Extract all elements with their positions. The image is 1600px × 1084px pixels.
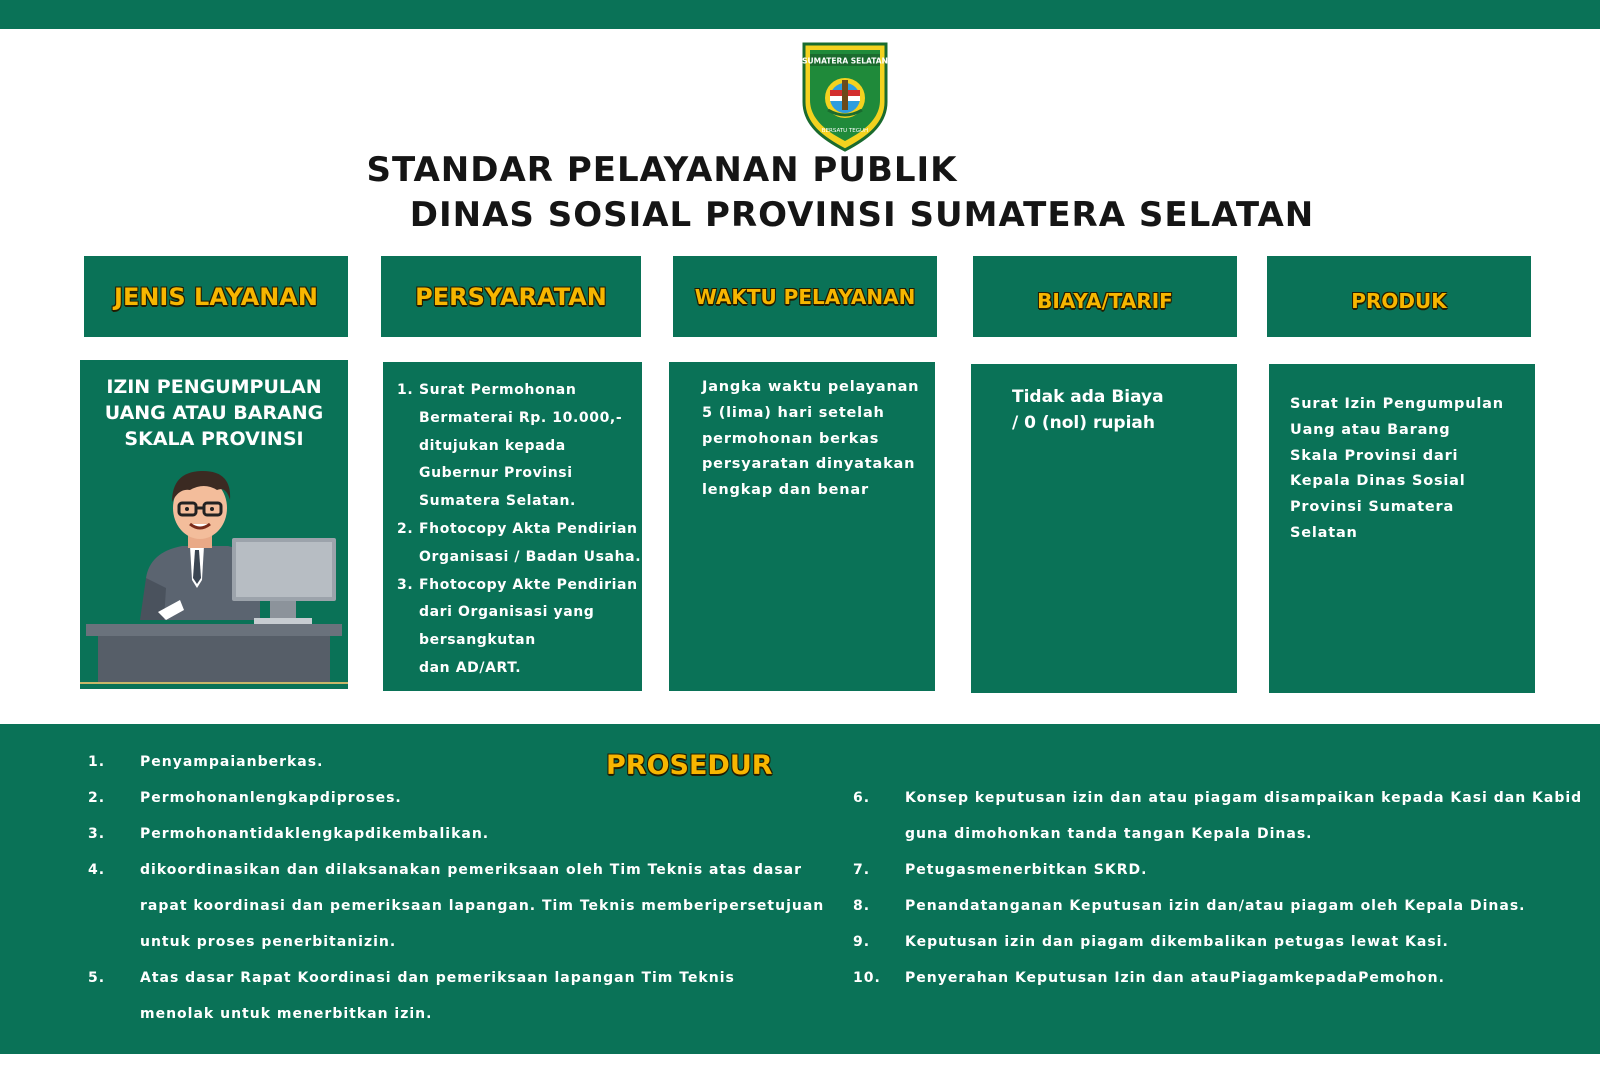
requirement-item-2 [397,516,641,544]
top-banner-bar [0,0,1600,29]
waktu-line: persyaratan dinyatakan [702,456,916,473]
waktu-line: 5 (lima) hari setelah [702,404,885,421]
procedure-step-number: 9. [853,934,871,950]
procedure-step-number: 8. [853,898,871,914]
waktu-pelayanan-text [702,375,919,504]
waktu-line: lengkap dan benar [702,482,869,499]
procedure-step-text: Konsep keputusan izin dan atau piagam disampaikan kepada Kasi dan Kabid [905,790,1583,806]
emblem-label-bottom: BERSATU TEGUH [821,128,869,134]
procedure-step-number: 4. [88,862,106,878]
procedure-step-text: Penyerahan Keputusan Izin dan atauPiagamkepadaPemohon. [905,970,1445,986]
procedure-step-number: 3. [88,826,106,842]
procedure-step-text: dikoordinasikan dan dilaksanakan pemeriksaan oleh Tim Teknis atas dasar [140,862,803,878]
procedure-step-text: menolak untuk menerbitkan izin. [140,1006,433,1022]
requirement-item-3 [397,572,641,600]
produk-line: Skala Provinsi dari [1290,447,1459,464]
procedure-step-text: Atas dasar Rapat Koordinasi dan pemeriksaan lapangan Tim Teknis [140,970,735,986]
requirement-3-line: dari Organisasi yang [419,604,595,621]
header-produk [1267,256,1531,337]
requirement-1-line: Sumatera Selatan. [419,493,576,510]
jenis-layanan-panel [80,360,348,689]
requirement-1-number: 1. [397,382,414,398]
service-name-line3: SKALA PROVINSI [124,428,304,450]
waktu-line: permohonan berkas [702,430,880,447]
procedure-step-number: 1. [88,754,106,770]
biaya-tarif-text [1012,384,1164,436]
requirement-item-2-cont [397,544,641,572]
procedure-step-text: Permohonantidaklengkapdikembalikan. [140,826,490,842]
procedure-step-text: Penandatanganan Keputusan izin dan/atau piagam oleh Kepala Dinas. [905,898,1526,914]
produk-line: Surat Izin Pengumpulan [1290,396,1504,412]
procedure-step-number: 6. [853,790,871,806]
requirement-3-line: Fhotocopy Akte Pendirian [419,576,638,593]
prosedur-title [606,750,773,781]
service-name-line2: UANG ATAU BARANG [104,402,324,424]
produk-line: Uang atau Barang [1290,421,1451,438]
header-persyaratan-label: PERSYARATAN [415,282,607,311]
header-waktu-pelayanan-label: WAKTU PELAYANAN [694,284,916,309]
procedure-step-text: Petugasmenerbitkan SKRD. [905,862,1148,878]
sumsel-emblem-logo [800,40,890,152]
produk-panel [1269,364,1535,693]
requirement-2-line: Fhotocopy Akta Pendirian [419,520,638,537]
requirement-item-1 [397,377,641,405]
office-worker-illustration [80,460,348,689]
produk-line: Selatan [1290,524,1358,541]
procedure-step-text: Keputusan izin dan piagam dikembalikan petugas lewat Kasi. [905,934,1449,950]
requirement-2-number: 2. [397,520,414,537]
header-jenis-layanan-label: JENIS LAYANAN [114,282,318,311]
procedure-step-text: rapat koordinasi dan pemeriksaan lapangan. Tim Teknis memberipersetujuan [140,898,825,914]
produk-text [1290,392,1504,547]
requirement-3-line: dan AD/ART. [419,659,522,676]
persyaratan-panel [383,362,642,691]
biaya-line: Tidak ada Biaya [1012,387,1164,407]
produk-line: Kepala Dinas Sosial [1290,473,1466,490]
waktu-line: Jangka waktu pelayanan [702,379,920,395]
requirement-item-3-cont [397,599,641,682]
emblem-label-top: SUMATERA SELATAN [802,56,888,66]
requirement-item-1-cont [397,405,641,516]
requirement-3-number: 3. [397,576,414,593]
procedure-step-number: 7. [853,862,871,878]
procedure-step-text: Penyampaianberkas. [140,754,324,770]
procedure-step-number: 10. [853,970,881,986]
requirement-2-line: Organisasi / Badan Usaha. [419,548,642,565]
header-persyaratan [381,256,641,337]
requirement-1-line: Surat Permohonan [419,382,577,398]
header-jenis-layanan [84,256,348,337]
service-name-line1: IZIN PENGUMPULAN [106,376,322,398]
header-biaya-tarif [973,256,1237,337]
header-waktu-pelayanan [673,256,937,337]
requirement-1-line: Bermaterai Rp. 10.000,- [419,409,623,426]
requirement-1-line: Gubernur Provinsi [419,465,573,482]
procedure-step-text: Permohonanlengkapdiproses. [140,790,402,806]
requirement-3-line: bersangkutan [419,632,536,649]
procedure-step-text: untuk proses penerbitanizin. [140,934,397,950]
procedure-step-number: 5. [88,970,106,986]
requirement-1-line: ditujukan kepada [419,437,566,454]
prosedur-title-label: PROSEDUR [606,750,773,781]
header-biaya-tarif-label: BIAYA/TARIF [1037,288,1173,313]
page-title-line1: STANDAR PELAYANAN PUBLIK [366,150,958,190]
prosedur-section [0,724,1600,1054]
waktu-pelayanan-panel [669,362,935,691]
procedure-step-text: guna dimohonkan tanda tangan Kepala Dinas. [905,826,1313,842]
procedure-step-number: 2. [88,790,106,806]
biaya-line: / 0 (nol) rupiah [1012,413,1155,433]
requirements-list [397,377,641,683]
page-title-line2: DINAS SOSIAL PROVINSI SUMATERA SELATAN [409,195,1315,235]
biaya-tarif-panel [971,364,1237,693]
produk-line: Provinsi Sumatera [1290,499,1455,516]
service-name [80,374,348,452]
header-produk-label: PRODUK [1351,288,1447,313]
